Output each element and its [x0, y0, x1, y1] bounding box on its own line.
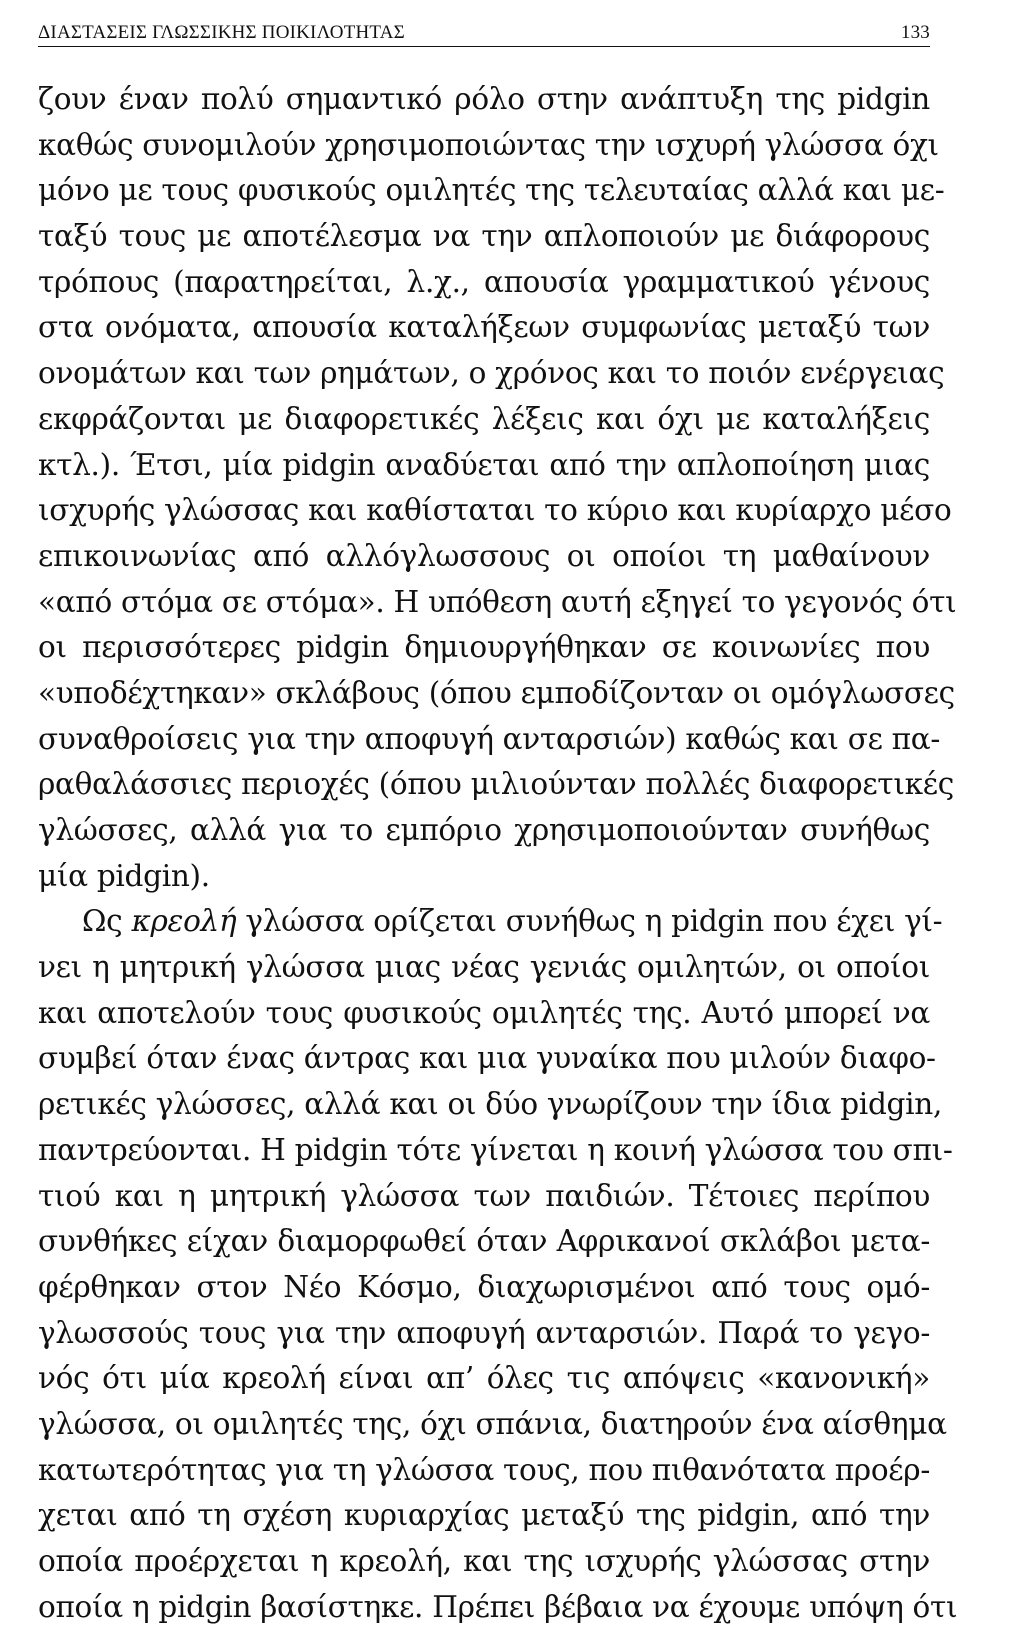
text-line-first — [38, 899, 943, 945]
text-line: παντρεύονται. Η pidgin τότε γίνεται η κοινή γλώσσα του σπι- — [38, 1132, 953, 1167]
book-page — [38, 14, 958, 1630]
running-head-title: ΔΙΑΣΤΑΣΕΙΣ ΓΛΩΣΣΙΚΗΣ ΠΟΙΚΙΛΟΤΗΤΑΣ — [38, 22, 405, 43]
text-line: γλώσσες, αλλά για το εμπόριο χρησιμοποιούνταν συνήθως — [38, 813, 930, 847]
text-line: χεται από τη σχέση κυριαρχίας μεταξύ της pidgin, από την — [38, 1498, 930, 1533]
text-line: φέρθηκαν στον Νέο Κόσμο, διαχωρισμένοι από τους ομό- — [38, 1269, 930, 1304]
lead-text: Ως — [82, 904, 132, 939]
text-line: κτλ.). Έτσι, μία pidgin αναδύεται από την απλοποίηση μιας — [38, 447, 930, 482]
text-line: επικοινωνίας από αλλόγλωσσους οι οποίοι τη μαθαίνουν — [38, 538, 930, 573]
text-line: ζουν έναν πολύ σημαντικό ρόλο στην ανάπτυξη της pidgin — [38, 82, 930, 116]
text-line: καθώς συνομιλούν χρησιμοποιώντας την ισχυρή γλώσσα όχι — [38, 127, 939, 162]
text-line: τιού και η μητρική γλώσσα των παιδιών. Τέτοιες περίπου — [38, 1178, 930, 1213]
text-line: μία pidgin). — [38, 858, 210, 893]
text-line: ισχυρής γλώσσας και καθίσταται το κύριο και κυρίαρχο μέσο — [38, 493, 952, 528]
text-line: νει η μητρική γλώσσα μιας νέας γενιάς ομιλητών, οι οποίοι — [38, 950, 930, 985]
text-line: συμβεί όταν ένας άντρας και μια γυναίκα που μιλούν διαφο- — [38, 1041, 936, 1076]
body-text — [38, 77, 958, 1630]
paragraph-1 — [38, 77, 957, 899]
text-line: ταξύ τους με αποτέλεσμα να την απλοποιούν με διάφορους — [38, 219, 930, 254]
text-line: οποία προέρχεται η κρεολή, και της ισχυρής γλώσσας στην — [38, 1544, 930, 1578]
text-line: οποία η pidgin βασίστηκε. Πρέπει βέβαια να έχουμε υπόψη ότι — [38, 1589, 958, 1624]
text-line: οι περισσότερες pidgin δημιουργήθηκαν σε κοινωνίες που — [38, 630, 930, 665]
text-line: ραθαλάσσιες περιοχές (όπου μιλιούνταν πολλές διαφορετικές — [38, 767, 954, 802]
text-line: στα ονόματα, απουσία καταλήξεων συμφωνίας μεταξύ των — [38, 310, 930, 345]
text-line: μόνο με τους φυσικούς ομιλητές της τελευταίας αλλά και με- — [38, 173, 945, 208]
text-line: «από στόμα σε στόμα». Η υπόθεση αυτή εξηγεί το γεγονός ότι — [38, 584, 957, 619]
text-line: νός ότι μία κρεολή είναι απ’ όλες τις απόψεις «κανονική» — [38, 1361, 930, 1396]
text-line: «υποδέχτηκαν» σκλάβους (όπου εμποδίζονταν οι ομόγλωσσες — [38, 675, 955, 710]
text-line: κατωτερότητας για τη γλώσσα τους, που πιθανότατα προέρ- — [38, 1452, 930, 1487]
line-rest: γλώσσα ορίζεται συνήθως η pidgin που έχει γί- — [236, 904, 943, 939]
text-line: συνθήκες είχαν διαμορφωθεί όταν Αφρικανοί σκλάβοι μετα- — [38, 1224, 930, 1259]
page-number: 133 — [900, 22, 930, 43]
text-line: και αποτελούν τους φυσικούς ομιλητές της. Αυτό μπορεί να — [38, 995, 930, 1030]
text-line: συναθροίσεις για την αποφυγή ανταρσιών) καθώς και σε πα- — [38, 721, 941, 756]
text-line: ονομάτων και των ρημάτων, ο χρόνος και το ποιόν ενέργειας — [38, 356, 945, 391]
text-line: τρόπους (παρατηρείται, λ.χ., απουσία γραμματικού γένους — [38, 264, 930, 299]
running-head — [38, 14, 930, 47]
text-line: ρετικές γλώσσες, αλλά και οι δύο γνωρίζουν την ίδια pidgin, — [38, 1087, 943, 1122]
paragraph-2 — [38, 899, 958, 1630]
text-line: γλώσσα, οι ομιλητές της, όχι σπάνια, διατηρούν ένα αίσθημα — [38, 1406, 947, 1441]
text-line: εκφράζονται με διαφορετικές λέξεις και όχι με καταλήξεις — [38, 401, 930, 436]
defined-term: κρεολή — [131, 904, 237, 939]
text-line: γλωσσούς τους για την αποφυγή ανταρσιών. Παρά το γεγο- — [38, 1315, 930, 1350]
